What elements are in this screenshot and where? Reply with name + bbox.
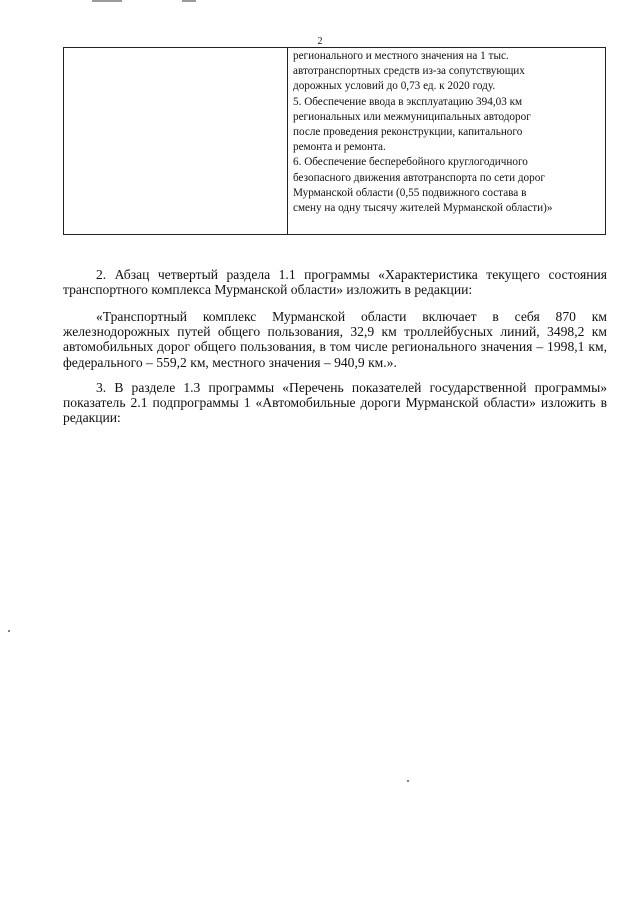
- table-cell-line: смену на одну тысячу жителей Мурманской области)»: [293, 202, 553, 215]
- amendment-paragraph-2: [63, 267, 607, 297]
- page-number: 2: [317, 36, 323, 47]
- scan-speck: [8, 630, 10, 632]
- table-cell-line: дорожных условий до 0,73 ед. к 2020 году.: [293, 80, 496, 93]
- paragraph-text: 3. В разделе 1.3 программы «Перечень показателей государственной программы» показатель 2.1 подпрограммы 1 «Автомобильные дороги Мурманской области» изложить в редакции:: [63, 380, 607, 426]
- table-cell-line: 6. Обеспечение бесперебойного круглогодичного: [293, 156, 528, 169]
- table-right-cell: [288, 48, 605, 234]
- amendment-paragraph-3: [63, 380, 607, 426]
- table-cell-line: регионального и местного значения на 1 тыс.: [293, 50, 509, 62]
- table-cell-line: автотранспортных средств из-за сопутствующих: [293, 65, 525, 78]
- scan-speck: [407, 780, 409, 782]
- table-cell-line: Мурманской области (0,55 подвижного состава в: [293, 186, 527, 199]
- table-left-cell: [64, 48, 288, 234]
- scan-artifact-mark: [92, 0, 122, 2]
- table-cell-line: 5. Обеспечение ввода в эксплуатацию 394,03 км: [293, 95, 523, 108]
- amendment-quoted-text: [63, 309, 607, 370]
- scan-artifact-mark: [182, 0, 196, 2]
- paragraph-text: «Транспортный комплекс Мурманской области включает в себя 870 км железнодорожных путей общего пользования, 32,9 км троллейбусных линий, 3498,2 км автомобильных дорог общего пользования, в том числе регионального значения – 1998,1 км, федерального – 559,2 км, местного значения – 940,9 км.».: [63, 309, 607, 370]
- table-cell-line: после проведения реконструкции, капитального: [293, 126, 523, 139]
- paragraph-text: 2. Абзац четвертый раздела 1.1 программы «Характеристика текущего состояния транспортного комплекса Мурманской области» изложить в редакции:: [63, 267, 607, 298]
- continuation-table: [63, 47, 606, 235]
- table-cell-line: ремонта и ремонта.: [293, 141, 386, 154]
- table-cell-line: безопасного движения автотранспорта по сети дорог: [293, 171, 545, 184]
- table-cell-line: региональных или межмуниципальных автодорог: [293, 110, 531, 123]
